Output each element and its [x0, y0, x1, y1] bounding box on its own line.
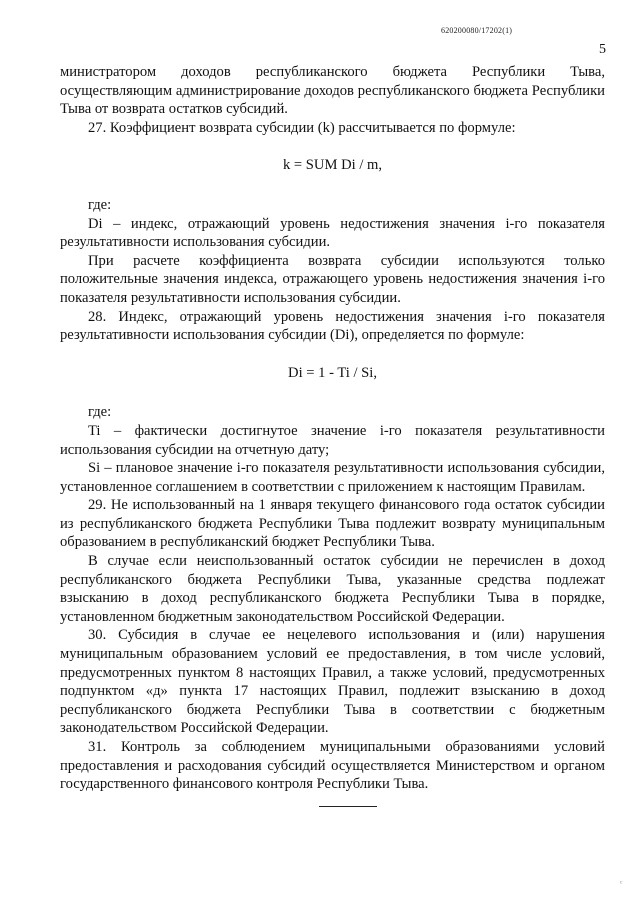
page-number: 5: [599, 42, 606, 57]
paragraph-positive-values: При расчете коэффициента возврата субсидии используются только положительные значения индекса, отражающего уровень недостижения значения i-го показателя результативности использования субсидии.: [60, 252, 605, 306]
where-label-1: где:: [88, 196, 112, 213]
paragraph-27: 27. Коэффициент возврата субсидии (k) рассчитывается по формуле:: [88, 119, 516, 136]
where-label-2: где:: [88, 404, 112, 421]
end-divider: [319, 806, 377, 807]
formula-k: k = SUM Di / m,: [282, 157, 383, 174]
scan-mark: ᶜ: [620, 878, 623, 888]
paragraph-30: 30. Субсидия в случае ее нецелевого использования и (или) нарушения муниципальным образованием условий ее предоставления, в том числе условий, предусмотренных пунктом 8 настоящих Правил, а также условий, предусмотренных подпунктом «д» пункта 17 настоящих Правил, подлежит взысканию в доход республиканского бюджета Республики Тыва в соответствии с бюджетным законодательством Российской Федерации.: [60, 627, 605, 737]
paragraph-29: 29. Не использованный на 1 января текущего финансового года остаток субсидии из республиканского бюджета Республики Тыва подлежит возврату муниципальным образованием в республиканский бюджет Республики Тыва.: [60, 497, 605, 551]
document-body: [60, 63, 605, 794]
paragraph-continuation: министратором доходов республиканского бюджета Республики Тыва, осуществляющим администрирование доходов республиканского бюджета Республики Тыва от возврата остатков субсидий.: [60, 64, 605, 118]
paragraph-28: 28. Индекс, отражающий уровень недостижения значения i-го показателя результативности использования субсидии (Di), определяется по формуле:: [60, 308, 605, 344]
formula-di: Di = 1 - Ti / Si,: [288, 364, 377, 381]
paragraph-31: 31. Контроль за соблюдением муниципальными образованиями условий предоставления и расходования субсидий осуществляется Министерством и органом государственного финансового контроля Республики Тыва.: [60, 739, 605, 793]
document-code: 620200080/17202(1): [441, 26, 513, 35]
definition-di: Di – индекс, отражающий уровень недостижения значения i-го показателя результативности использования субсидии.: [60, 215, 605, 251]
definition-ti: Ti – фактически достигнутое значение i-го показателя результативности использования субсидии на отчетную дату;: [60, 422, 605, 458]
definition-si: Si – плановое значение i-го показателя результативности использования субсидии, установленное соглашением в соответствии с приложением к настоящим Правилам.: [60, 460, 605, 495]
paragraph-29-case: В случае если неиспользованный остаток субсидии не перечислен в доход республиканского бюджета Республики Тыва, указанные средства подлежат взысканию в доход республиканского бюджета Республики Тыва в порядке, установленном бюджетным законодательством Российской Федерации.: [60, 553, 605, 625]
